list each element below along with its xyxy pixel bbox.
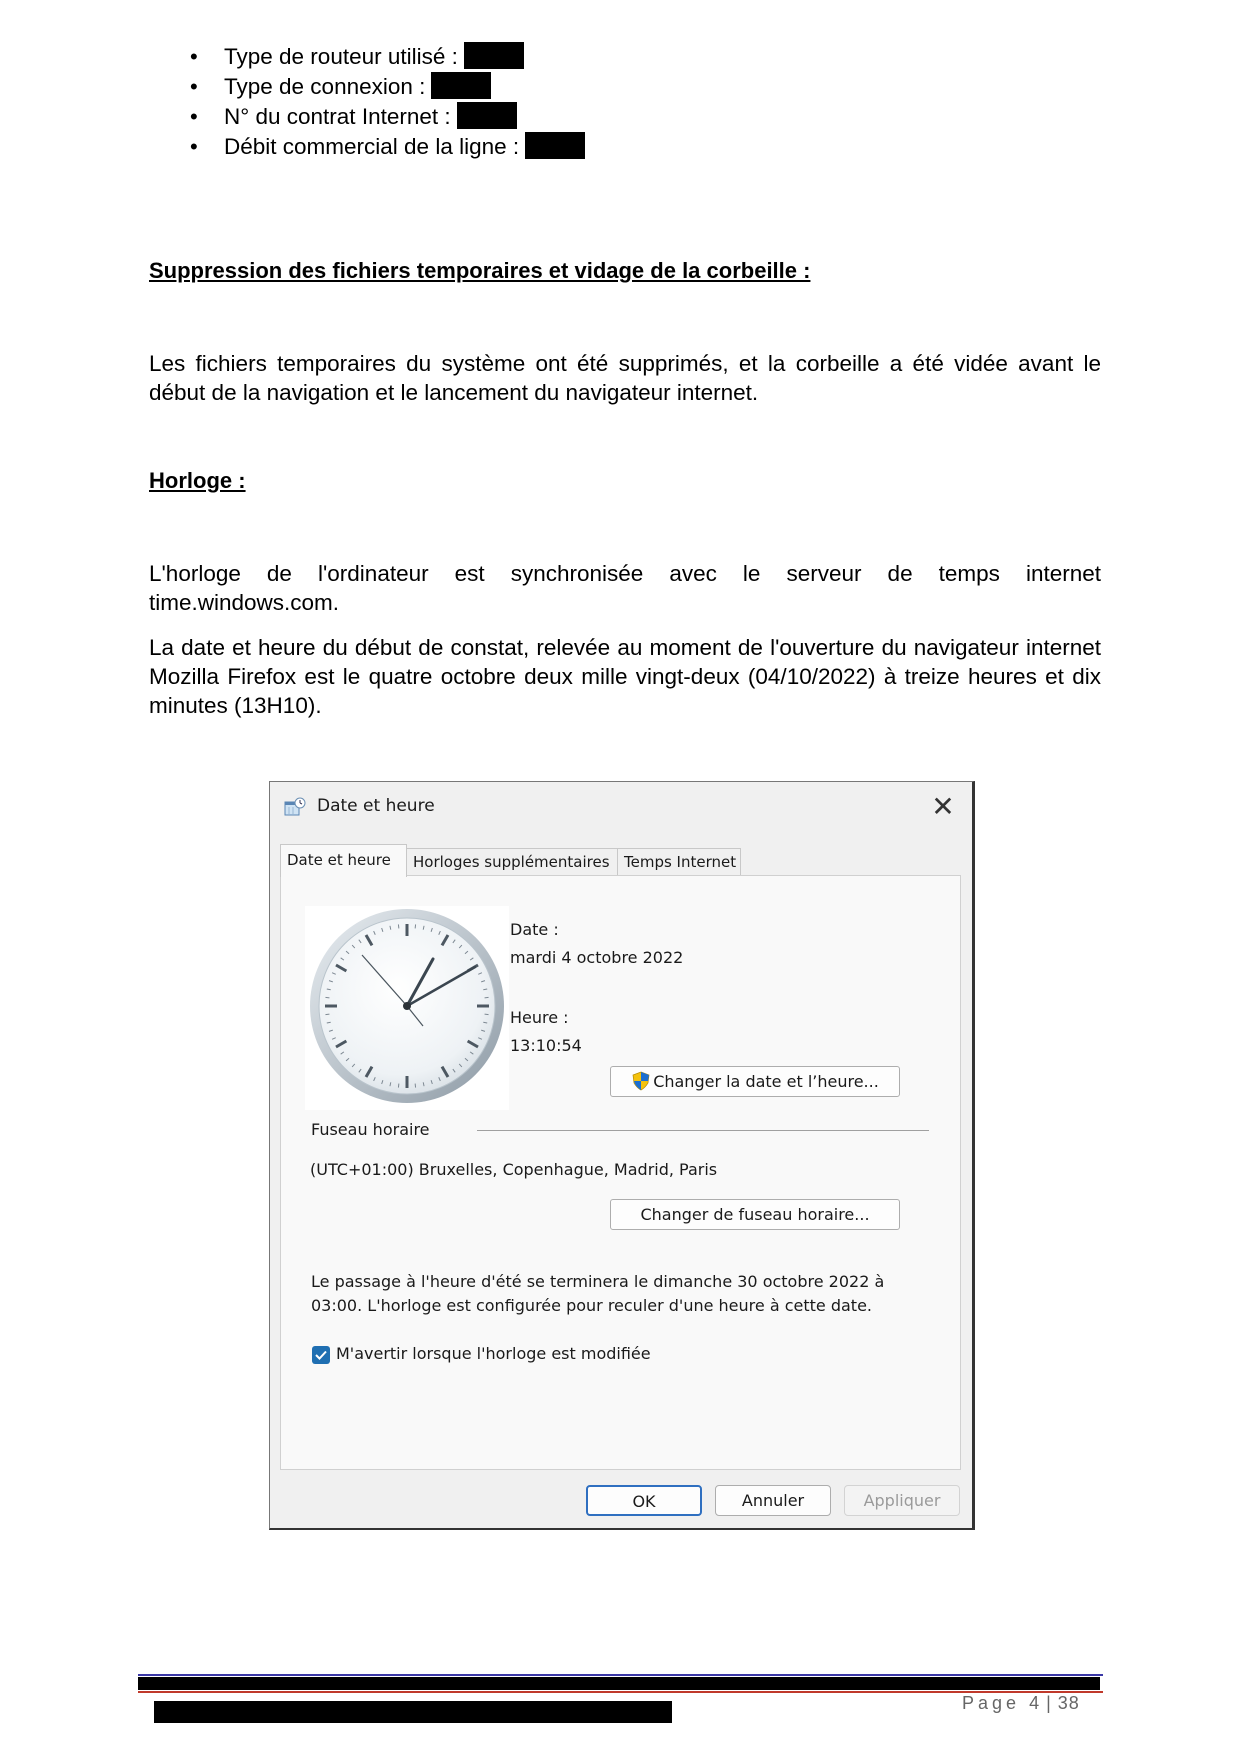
paragraph-line: Les fichiers temporaires du système ont été supprimés, et la corbeille a été vidée avant le bbox=[149, 351, 1101, 376]
cancel-button[interactable]: Annuler bbox=[715, 1485, 831, 1516]
notify-checkbox-label[interactable]: M'avertir lorsque l'horloge est modifiée bbox=[336, 1344, 651, 1363]
bullet-label: Type de routeur utilisé : bbox=[224, 44, 458, 69]
paragraph-line: time.windows.com. bbox=[149, 590, 340, 615]
list-item bbox=[190, 132, 585, 162]
timezone-label: Fuseau horaire bbox=[311, 1120, 430, 1139]
timezone-value: (UTC+01:00) Bruxelles, Copenhague, Madrid, Paris bbox=[310, 1160, 718, 1179]
page-number bbox=[962, 1693, 1080, 1714]
change-timezone-button[interactable]: Changer de fuseau horaire... bbox=[610, 1199, 900, 1230]
temp-files-paragraph bbox=[149, 349, 1101, 407]
apply-button[interactable]: Appliquer bbox=[844, 1485, 960, 1516]
dst-notice-line: Le passage à l'heure d'été se terminera le dimanche 30 octobre 2022 à bbox=[311, 1272, 885, 1291]
redaction-box bbox=[525, 132, 585, 159]
ok-button[interactable]: OK bbox=[586, 1485, 702, 1516]
paragraph-line: L'horloge de l'ordinateur est synchronisée avec le serveur de temps internet bbox=[149, 561, 1101, 586]
date-value: mardi 4 octobre 2022 bbox=[510, 948, 684, 967]
analog-clock bbox=[305, 906, 509, 1110]
start-time-paragraph bbox=[149, 633, 1101, 720]
redaction-box bbox=[464, 42, 524, 69]
page-label: Page bbox=[962, 1693, 1021, 1713]
redaction-box bbox=[457, 102, 517, 129]
footer-rule-red bbox=[138, 1691, 1103, 1693]
bullet-label: Débit commercial de la ligne : bbox=[224, 134, 520, 159]
dialog-titlebar bbox=[270, 782, 972, 834]
footer-redaction-box bbox=[154, 1701, 672, 1723]
timezone-separator bbox=[477, 1130, 929, 1131]
tab-date-time[interactable]: Date et heure bbox=[280, 844, 407, 877]
clock-face bbox=[305, 906, 509, 1110]
change-date-time-label: Changer la date et l’heure... bbox=[653, 1072, 879, 1091]
dst-notice-line: 03:00. L'horloge est configurée pour reculer d'une heure à cette date. bbox=[311, 1296, 872, 1315]
tab-internet-time[interactable]: Temps Internet bbox=[617, 848, 741, 875]
list-item bbox=[190, 72, 585, 102]
bullet-label: Type de connexion : bbox=[224, 74, 426, 99]
notify-checkbox[interactable] bbox=[312, 1346, 330, 1364]
paragraph-line: minutes (13H10). bbox=[149, 693, 322, 718]
dialog-title: Date et heure bbox=[317, 796, 435, 816]
paragraph-line: La date et heure du début de constat, relevée au moment de l'ouverture du navigateur internet bbox=[149, 635, 1101, 660]
time-label: Heure : bbox=[510, 1008, 569, 1027]
shield-icon bbox=[631, 1071, 651, 1091]
time-value: 13:10:54 bbox=[510, 1036, 582, 1055]
footer-redaction-bar bbox=[138, 1677, 1100, 1690]
footer-rule-blue bbox=[138, 1674, 1103, 1676]
list-item bbox=[190, 42, 585, 72]
clock-sync-paragraph bbox=[149, 559, 1101, 617]
paragraph-line: Mozilla Firefox est le quatre octobre deux mille vingt-deux (04/10/2022) à treize heures et dix bbox=[149, 664, 1101, 689]
checkmark-icon bbox=[312, 1346, 330, 1364]
tab-panel bbox=[280, 875, 961, 1470]
redaction-box bbox=[431, 72, 491, 99]
section-heading-temp-files: Suppression des fichiers temporaires et vidage de la corbeille : bbox=[149, 258, 811, 283]
close-icon[interactable]: ✕ bbox=[931, 790, 955, 823]
bullet-label: N° du contrat Internet : bbox=[224, 104, 451, 129]
paragraph-line: début de la navigation et le lancement du navigateur internet. bbox=[149, 380, 759, 405]
list-item bbox=[190, 102, 585, 132]
info-bullet-list bbox=[190, 42, 585, 162]
date-time-icon bbox=[284, 797, 306, 817]
date-label: Date : bbox=[510, 920, 559, 939]
section-heading-clock: Horloge : bbox=[149, 468, 246, 493]
date-time-dialog bbox=[269, 781, 975, 1530]
page-number-value: 4 | 38 bbox=[1029, 1693, 1080, 1713]
change-date-time-button[interactable] bbox=[610, 1066, 900, 1097]
tab-additional-clocks[interactable]: Horloges supplémentaires bbox=[406, 848, 618, 875]
